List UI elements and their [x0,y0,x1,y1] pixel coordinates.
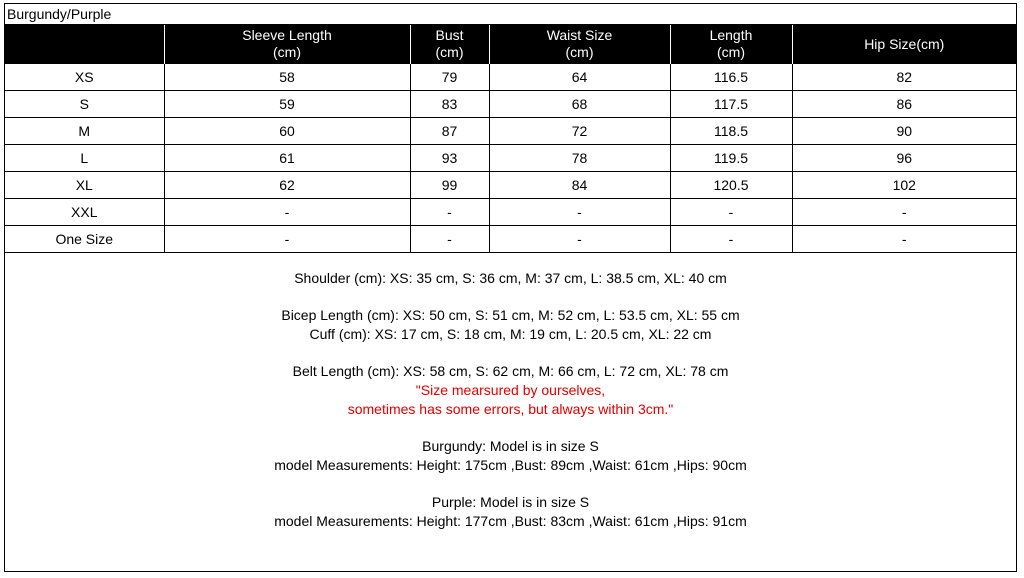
column-header-unit: (cm) [435,44,464,60]
column-header-label: Waist Size [546,27,613,43]
measurement-cell: 102 [792,172,1016,199]
column-header [5,25,164,64]
table-row [5,199,1016,226]
column-header-label: Bust [435,27,464,43]
column-header-unit: (cm) [717,44,745,60]
size-label-cell: S [5,91,164,118]
column-header [670,25,792,64]
measurement-cell: - [792,226,1016,253]
purple-model-size: Purple: Model is in size S [431,494,590,510]
measurement-cell: 82 [792,64,1016,91]
measurement-cell: - [670,199,792,226]
column-header-unit: (cm) [273,44,301,60]
measurement-cell: 96 [792,145,1016,172]
disclaimer-line-2: sometimes has some errors, but always within 3cm." [347,401,674,417]
measurement-cell: 118.5 [670,118,792,145]
purple-model-measurements: model Measurements: Height: 177cm ,Bust: 83cm ,Waist: 61cm ,Hips: 91cm [274,513,747,529]
measurement-cell: 90 [792,118,1016,145]
measurement-cell: 72 [489,118,670,145]
size-label-cell: XXL [5,199,164,226]
column-header [792,25,1016,64]
table-row [5,145,1016,172]
measurement-notes [5,269,1016,531]
header-row [5,25,1016,64]
measurement-cell: - [410,226,489,253]
chart-title: Burgundy/Purple [5,4,1016,25]
measurement-cell: 99 [410,172,489,199]
cuff-note: Cuff (cm): XS: 17 cm, S: 18 cm, M: 19 cm, L: 20.5 cm, XL: 22 cm [309,326,712,342]
table-row [5,118,1016,145]
measurement-cell: 116.5 [670,64,792,91]
measurement-cell: 83 [410,91,489,118]
purple-model-info [5,493,1016,531]
measurement-cell: 68 [489,91,670,118]
column-header-label: Sleeve Length [242,27,332,43]
measurement-cell: 86 [792,91,1016,118]
measurement-cell: - [164,226,410,253]
burgundy-model-info [5,437,1016,475]
measurement-cell: 93 [410,145,489,172]
table-row [5,172,1016,199]
measurement-cell: - [410,199,489,226]
column-header [489,25,670,64]
measurement-cell: 78 [489,145,670,172]
size-label-cell: L [5,145,164,172]
measurement-cell: 84 [489,172,670,199]
measurement-cell: 119.5 [670,145,792,172]
measurement-cell: - [489,199,670,226]
measurement-cell: - [164,199,410,226]
size-label-cell: M [5,118,164,145]
size-label-cell: XL [5,172,164,199]
column-header-label: Length [709,27,753,43]
table-row [5,64,1016,91]
size-table [5,25,1016,253]
size-table-header [5,25,1016,64]
measurement-cell: 59 [164,91,410,118]
measurement-cell: 79 [410,64,489,91]
size-label-cell: One Size [5,226,164,253]
column-header-unit: (cm) [565,44,594,60]
size-chart-frame [4,3,1017,572]
measurement-cell: - [792,199,1016,226]
bicep-cuff-notes [5,306,1016,344]
table-row [5,226,1016,253]
shoulder-note: Shoulder (cm): XS: 35 cm, S: 36 cm, M: 37 cm, L: 38.5 cm, XL: 40 cm [294,270,727,286]
table-row [5,91,1016,118]
burgundy-model-measurements: model Measurements: Height: 175cm ,Bust: 89cm ,Waist: 61cm ,Hips: 90cm [274,457,747,473]
disclaimer-line-1: "Size mearsured by ourselves, [415,382,606,398]
belt-note: Belt Length (cm): XS: 58 cm, S: 62 cm, M: 66 cm, L: 72 cm, XL: 78 cm [292,363,729,379]
measurement-cell: 62 [164,172,410,199]
measurement-cell: 117.5 [670,91,792,118]
measurement-cell: - [489,226,670,253]
belt-and-disclaimer [5,362,1016,419]
measurement-cell: 120.5 [670,172,792,199]
column-header [164,25,410,64]
column-header-label: Hip Size(cm) [864,35,945,52]
burgundy-model-size: Burgundy: Model is in size S [422,438,599,454]
measurement-cell: - [670,226,792,253]
size-table-body [5,64,1016,253]
measurement-cell: 61 [164,145,410,172]
measurement-cell: 87 [410,118,489,145]
measurement-cell: 64 [489,64,670,91]
measurement-cell: 58 [164,64,410,91]
bicep-note: Bicep Length (cm): XS: 50 cm, S: 51 cm, M: 52 cm, L: 53.5 cm, XL: 55 cm [281,307,740,323]
column-header [410,25,489,64]
size-label-cell: XS [5,64,164,91]
measurement-cell: 60 [164,118,410,145]
